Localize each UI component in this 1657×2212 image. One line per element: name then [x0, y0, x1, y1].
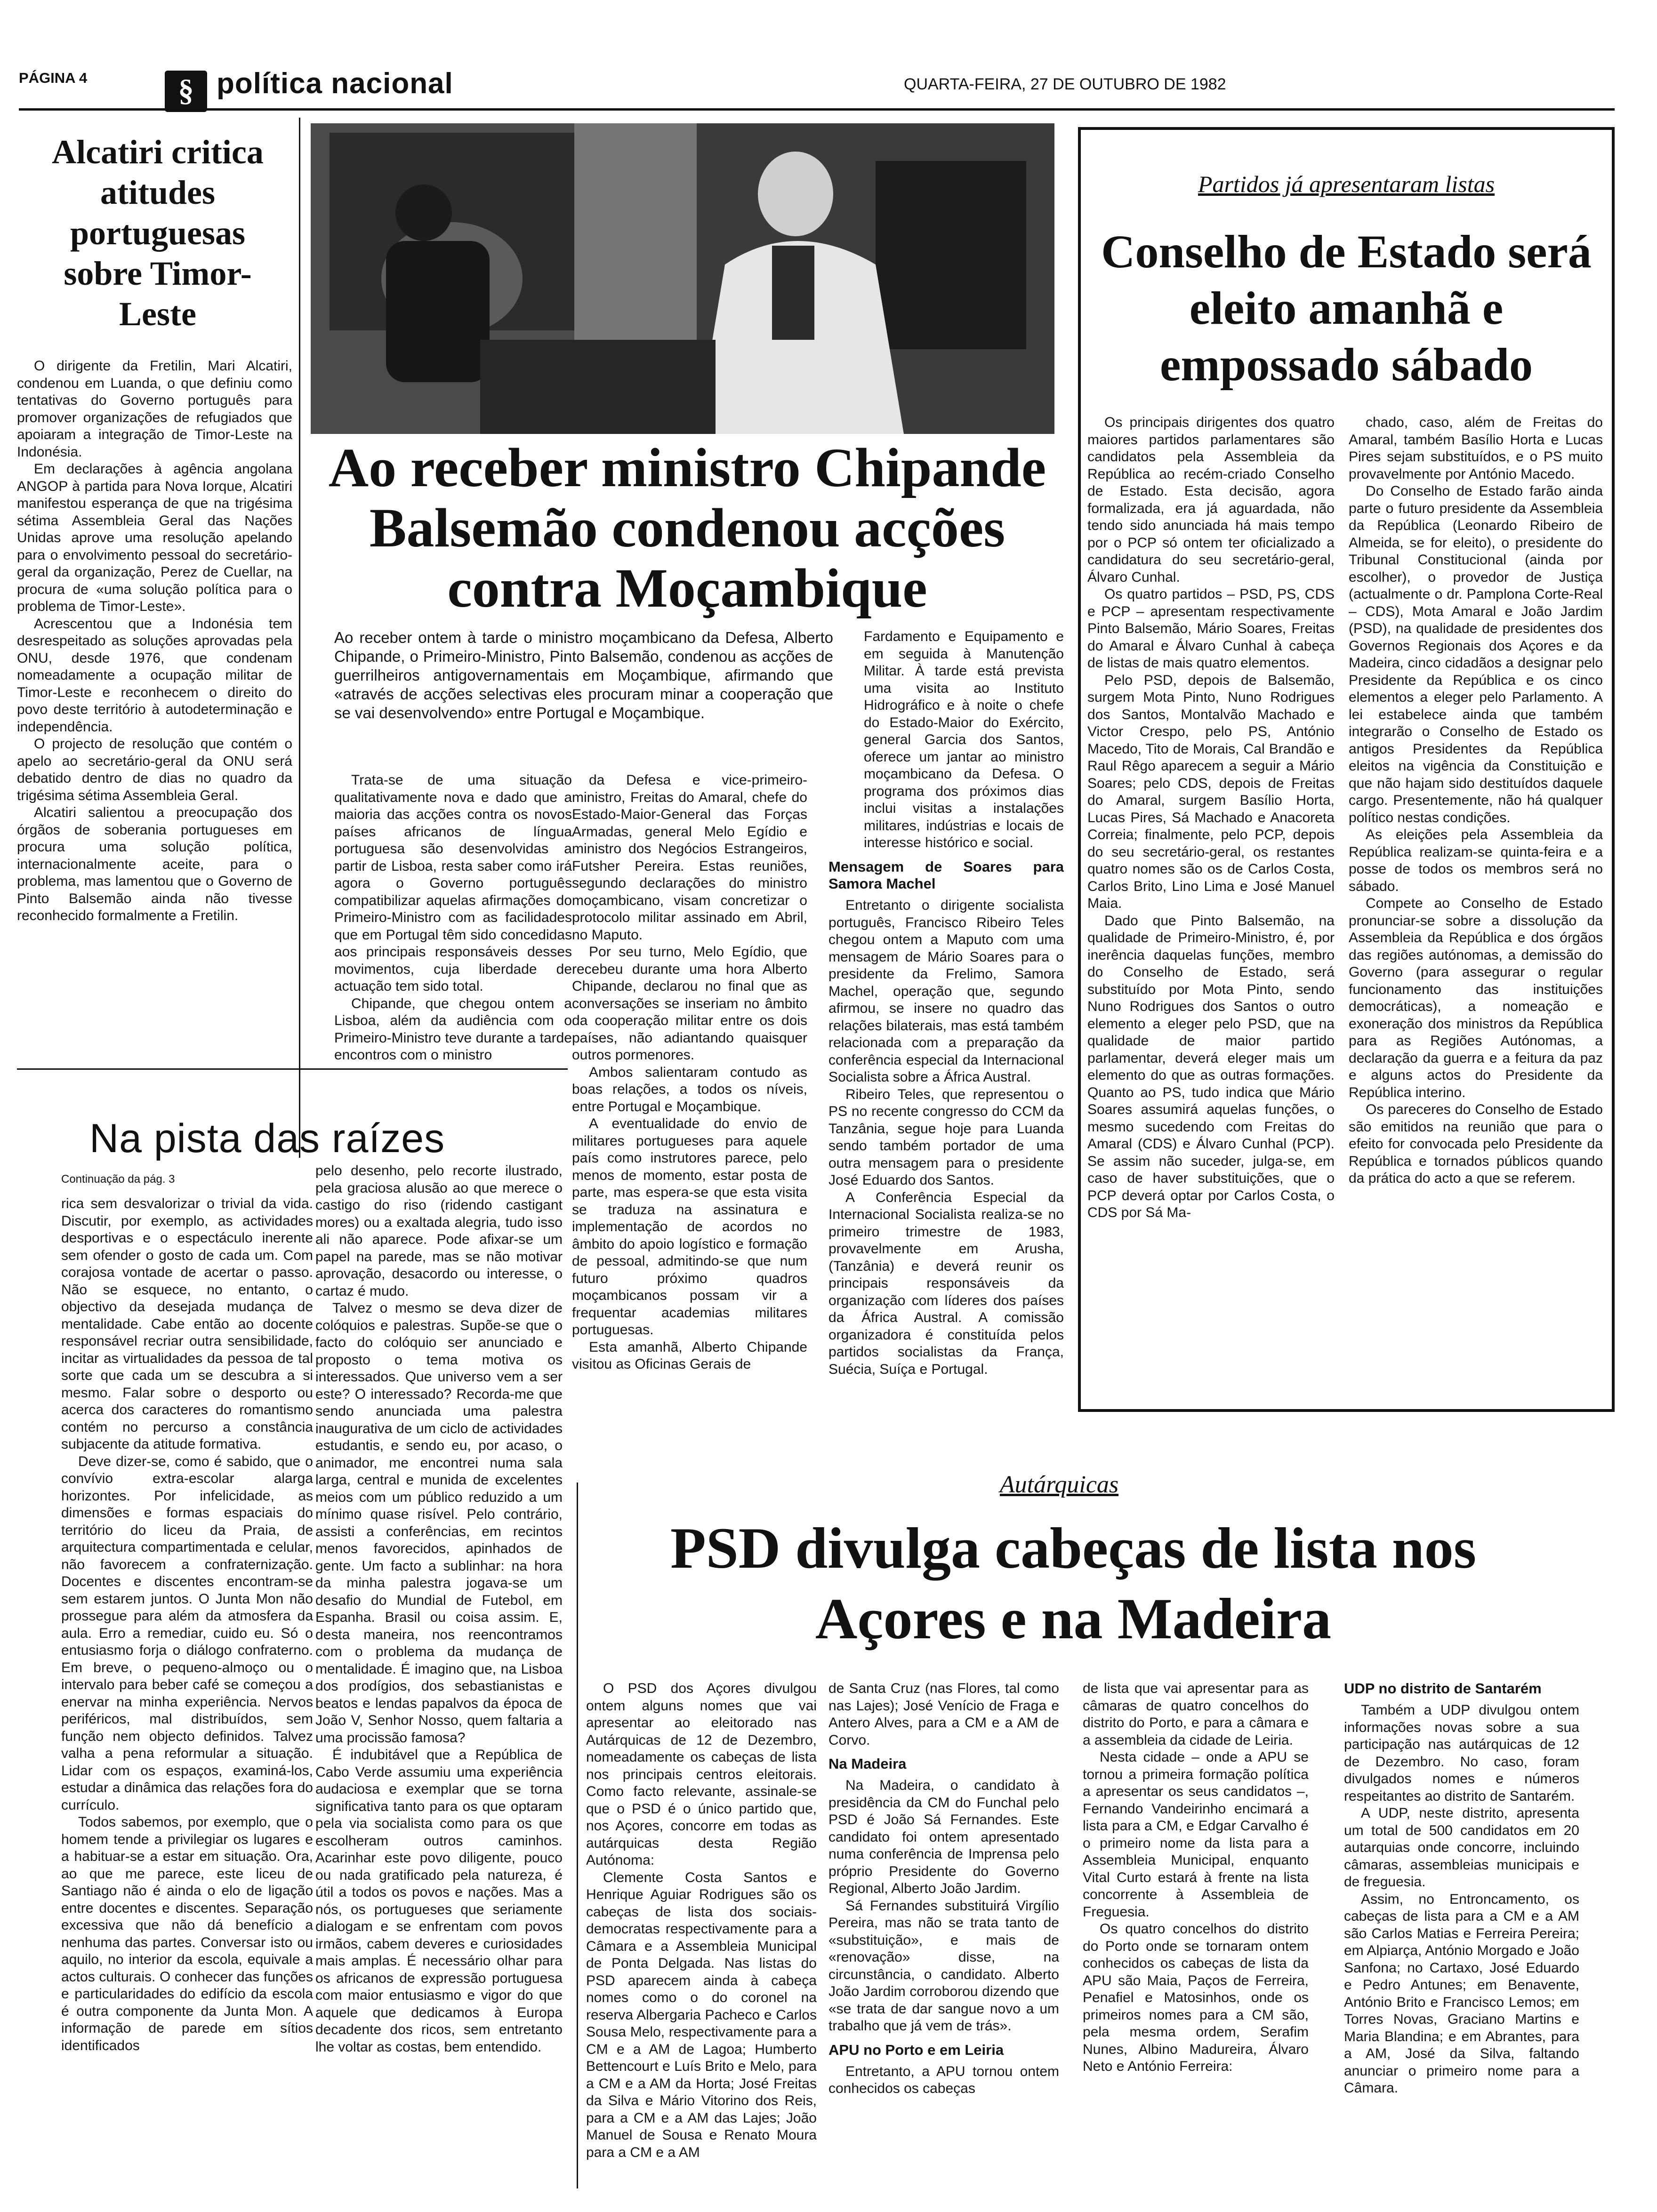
raizes-col2-p1: pelo desenho, pelo recorte ilustrado, pela graciosa alusão ao que merece o castigo do riso (ridendo castigant mores) ou a exaltada alegria, tudo isso ali não aparece. Pode afixar-se um papel na parede, mas se não motivar aprovação, desacordo ou interesse, o cartaz é mudo. — [315, 1163, 563, 1299]
chipande-col3-p3: A Conferência Especial da Internacional Socialista realiza-se no primeiro trimestre de 1983, provavelmente em Arusha, (Tanzânia) e deverá reunir os principais responsáveis da organização com líderes dos países da África Austral. A comissão organizadora é constituída pelos partidos socialistas da França, Suécia, Suíça e Portugal. — [828, 1189, 1064, 1377]
raizes-col1-p2: Deve dizer-se, como é sabido, que o convívio extra-escolar alarga horizontes. Por infelicidade, as dimensões e formas espaciais do território do liceu da Praia, de arquitectura compartimentada e celular, não favorecem a confraternização. Docentes e discentes encontram-se sem estarem juntos. O Junta Mon não prossegue para além da atmosfera da aula. Erro a remediar, cuido eu. Só o entusiasmo forja o diálogo confraterno. Em breve, o pequeno-almoço ou o intervalo para beber café se começou a enervar na minha experiência. Nervos periféricos, mal distribuídos, sem função nem objecto definidos. Talvez valha a pena reformular a situação. Lidar com os espaços, examiná-los, estudar a dinâmica das relações fora do currículo. — [61, 1453, 313, 1813]
psd-col2-p4: Entretanto, a APU tornou ontem conhecidos os cabeças — [828, 2063, 1059, 2096]
conselho-col1-p2: Os quatro partidos – PSD, PS, CDS e PCP – apresentam respectivamente Pinto Balsemão, Mário Soares, Freitas do Amaral e Álvaro Cunhal à cabeça de listas de mais quatro elementos. — [1087, 586, 1335, 671]
section-title: política nacional — [217, 67, 453, 100]
alcatiri-body — [17, 358, 292, 1238]
conselho-kicker: Partidos já apresentaram listas — [1198, 171, 1495, 197]
chipande-col2-p4: A eventualidade do envio de militares portugueses para aquele país como instrutores parece, pelo menos de momento, estar posta de parte, mas espera-se que esta visita se traduza na assinatura e implementação de acordos no âmbito do apoio logístico e formação de pessoal, admitindo-se que num futuro próximo quadros moçambicanos possam vir a frequentar academias militares portuguesas. — [572, 1116, 807, 1338]
psd-col3-p1: de lista que vai apresentar para as câmaras de quatro concelhos do distrito do Porto, e para a câmara e a assembleia da cidade de Leiria. — [1083, 1681, 1309, 1748]
chipande-col2-p3: Ambos salientaram contudo as boas relações, a todos os níveis, entre Portugal e Moçambique. — [572, 1064, 807, 1114]
divider-vertical-center — [577, 1483, 578, 2188]
psd-kicker: Autárquicas — [999, 1471, 1119, 1498]
alcatiri-p4: O projecto de resolução que contém o apelo ao secretário-geral da ONU será debatido dentro de dias no quadro da trigésima sétima Assembleia Geral. — [17, 736, 292, 803]
raizes-col1-p3: Todos sabemos, por exemplo, que o homem tende a privilegiar os lugares e a habituar-se a estar em situação. Ora, ao que me parece, este liceu de Santiago não é ainda o elo de ligação entre docentes e discentes. Separação excessiva que não dá benefício a nenhuma das partes. Conversar isto ou aquilo, no interior da escola, equivale a actos culturais. O conhecer das funções e particularidades do edifício da escola é outra componente da Junta Mon. A informação de parede em sítios identificados — [61, 1814, 313, 2053]
raizes-continuation: Continuação da pág. 3 — [61, 1173, 175, 1186]
apu-subhead: APU no Porto e em Leiria — [828, 2041, 1004, 2058]
chipande-col2-p5: Esta amanhã, Alberto Chipande visitou as Oficinas Gerais de — [572, 1339, 807, 1372]
chipande-col1 — [334, 772, 572, 1158]
raizes-col1 — [61, 1195, 313, 2188]
raizes-col2 — [315, 1162, 563, 2188]
chipande-lead: Ao receber ontem à tarde o ministro moçambicano da Defesa, Alberto Chipande, o Primeiro-Ministro, Pinto Balsemão, condenou as acções de guerrilheiros antigovernamentais em Moçambique, afirmando que «através de acções selectivas eles procuram minar a cooperação que se vai desenvolvendo» entre Portugal e Moçambique. — [334, 629, 833, 721]
psd-col2-p2: Na Madeira, o candidato à presidência da CM do Funchal pelo PSD é João Sá Fernandes. Este candidato foi ontem apresentado numa conferência de Imprensa pelo próprio Presidente do Governo Regional, Alberto João Jardim. — [828, 1778, 1059, 1896]
conselho-col1 — [1087, 414, 1335, 1398]
soares-subhead: Mensagem de Soares para Samora Machel — [828, 858, 1064, 892]
chipande-col3 — [828, 852, 1064, 1473]
raizes-headline: Na pista das raízes — [89, 1116, 445, 1161]
photo-scene — [311, 123, 1054, 434]
section-logo: § — [165, 71, 207, 112]
news-photo — [311, 123, 1054, 434]
conselho-col1-p4: Dado que Pinto Balsemão, na qualidade de Primeiro-Ministro, é, por inerência daquelas funções, membro do Conselho de Estado, será substituído por Mota Pinto, sendo Nuno Rodrigues dos Santos o outro elemento a eleger pelo PSD, que na qualidade de maior partido parlamentar, deverá eleger mais um elemento do que as outras formações. Quanto ao PS, tudo indica que Mário Soares assumirá aquelas funções, o mesmo sucedendo com Freitas do Amaral (CDS) e Álvaro Cunhal (PCP). Se assim não suceder, julga-se, em caso de haver substituições, que o PCP deverá optar por Carlos Costa, o CDS por Sá Ma- — [1087, 913, 1335, 1220]
psd-col1 — [586, 1680, 817, 2188]
chipande-col1-p1: Trata-se de uma situação qualitativamente nova e dado que a maioria das acções contra os novos países africanos de língua portuguesa são desenvolvidas a partir de Lisboa, resta saber como irá agora o Governo português compatibilizar aquelas afirmações do Primeiro-Ministro com as facilidades que em Portugal têm sido concedidas aos principais responsáveis desses movimentos, cuja liberdade de actuação tem sido total. — [334, 772, 572, 994]
conselho-col1-p3: Pelo PSD, depois de Balsemão, surgem Mota Pinto, Nuno Rodrigues dos Santos, Montalvão Machado e Victor Crespo, pelo PS, António Macedo, Tito de Morais, Cal Brandão e Raul Rêgo aparecem a seguir a Mário Soares; pelo CDS, depois de Freitas do Amaral, surgem Basílio Horta, Lucas Pires, Sá Machado e Anacoreta Correia; finalmente, pelo PCP, depois do seu secretário-geral, os restantes quatro nomes são os de Carlos Costa, Carlos Brito, Lino Lima e José Manuel Maia. — [1087, 672, 1335, 911]
conselho-col2-p4: Compete ao Conselho de Estado pronunciar-se sobre a dissolução da Assembleia da República e dos órgãos das regiões autónomas, a demissão do Governo (para assegurar o regular funcionamento das instituições democráticas), a nomeação e exoneração dos ministros da República para as Regiões Autónomas, a declaração da guerra e a feitura da paz e alguns actos do Presidente da República interino. — [1349, 896, 1603, 1100]
psd-col3-p2: Nesta cidade – onde a APU se tornou a primeira formação política a apresentar os seus candidatos –, Fernando Vandeirinho encimará a lista para a CM, e Edgar Carvalho é o primeiro nome da lista para a Assembleia Municipal, enquanto Vital Curto estará à frente na lista concorrente à Assembleia de Freguesia. — [1083, 1749, 1309, 1920]
chipande-col2-p2: Por seu turno, Melo Egídio, que recebeu durante uma hora Alberto Chipande, declarou no final que as conversações se inseriam no âmbito da cooperação militar entre os dois países, não adiantando quaisquer outros pormenores. — [572, 944, 807, 1063]
psd-col3-p3: Os quatro concelhos do distrito do Porto onde se tornaram ontem conhecidos os cabeças de lista da APU são Maia, Paços de Ferreira, Penafiel e Matosinhos, onde os primeiros nomes para a CM são, pela mesma ordem, Serafim Nunes, Albino Madureira, Álvaro Neto e António Ferreira: — [1083, 1921, 1309, 2074]
alcatiri-p5: Alcatiri salientou a preocupação dos órgãos de soberania portugueses em procura uma solução política, internacionalmente aceite, para o problema, mas lamentou que o Governo de Pinto Balsemão ainda não tivesse reconhecido formalmente a Fretilin. — [17, 805, 292, 923]
psd-col4 — [1344, 1680, 1579, 2188]
raizes-col1-p1: rica sem desvalorizar o trivial da vida. Discutir, por exemplo, as actividades desportivas e o espectáculo inerente sem ofender o gosto de cada um. Com corajosa vontade de acertar o passo. Não se esquece, no entanto, o objectivo da desejada mudança de mentalidade. Cabe então ao docente responsável recriar outra sensibilidade, incitar as virtualidades da pessoa de tal sorte que cada um se descubra a si mesmo. Falar sobre o desporto ou acerca dos caracteres do romantismo contém no percurso a constância subjacente da atitude formativa. — [61, 1196, 313, 1452]
psd-col3 — [1083, 1680, 1309, 2188]
raizes-col2-p2: Talvez o mesmo se deva dizer de colóquios e palestras. Supõe-se que o facto do colóquio ser anunciado e proposto o tema motiva os interessados. Que universo vem a ser este? O interessado? Recorda-me que sendo anunciada uma palestra inaugurativa de um ciclo de actividades estudantis, e sendo eu, por acaso, o animador, me encontrei numa sala larga, central e munida de excelentes meios com um público reduzido a um mínimo quase risível. Pelo contrário, assisti a conferências, em recintos menos favorecidos, apinhados de gente. Um facto a sublinhar: na hora da minha palestra jogava-se um desafio do Mundial de Futebol, em Espanha. Brasil ou coisa assim. E, desta maneira, nos reencontramos com o problema da mudança de mentalidade. É imagino que, na Lisboa dos prodígios, dos sebastianistas e beatos e lendas papalvos da época de João V, Senhor Nosso, quem faltaria a uma procissão famosa? — [315, 1300, 563, 1746]
madeira-subhead: Na Madeira — [828, 1755, 907, 1772]
conselho-col1-p1: Os principais dirigentes dos quatro maiores partidos parlamentares são candidatos pela Assembleia da República ao recém-criado Conselho de Estado. Esta decisão, agora formalizada, era já aguardada, não tendo sido anunciada há mais tempo por o PCP só ontem ter oficializado a candidatura do seu secretário-geral, Álvaro Cunhal. — [1087, 415, 1335, 585]
chipande-col1-p2: Chipande, que chegou ontem a Lisboa, além da audiência com o Primeiro-Ministro teve durante a tarde encontros com o ministro — [334, 995, 572, 1063]
chipande-col2-p1: da Defesa e vice-primeiro-ministro, Freitas do Amaral, chefe do Estado-Maior-General das Forças Armadas, general Melo Egídio e ministro dos Negócios Estrangeiros, Futsher Pereira. Estas reuniões, segundo declarações do ministro moçambicano, visam concretizar o protocolo militar assinado em Abril, no Maputo. — [572, 772, 807, 943]
conselho-headline: Conselho de Estado será eleito amanhã e empossado sábado — [1101, 225, 1592, 391]
divider-raizes-top — [17, 1068, 568, 1070]
page-date: QUARTA-FEIRA, 27 DE OUTUBRO DE 1982 — [904, 75, 1226, 93]
conselho-col2-p3: As eleições pela Assembleia da República realizam-se quinta-feira e a posse de todos os membros será no sábado. — [1349, 827, 1603, 894]
udp-subhead: UDP no distrito de Santarém — [1344, 1680, 1542, 1697]
alcatiri-headline: Alcatiri critica atitudes portuguesas sobre Timor-Leste — [52, 133, 264, 333]
conselho-col2-p1: chado, caso, além de Freitas do Amaral, também Basílio Horta e Lucas Pires sejam substituídos, e o PS muito provavelmente por António Macedo. — [1349, 415, 1603, 482]
conselho-col2 — [1349, 414, 1603, 1398]
raizes-col2-p3: É indubitável que a República de Cabo Verde assumiu uma experiência audaciosa e exemplar que se torna significativa tanto para os que optaram pela via socialista como para os que escolheram outros caminhos. Acarinhar este povo diligente, pouco ou nada gratificado pela natureza, é útil a todos os povos e nações. Mas a nós, os portugueses que seriamente dialogam e se enfrentam com povos irmãos, cabem deveres e curiosidades mais amplas. É necessário olhar para os africanos de expressão portuguesa com maior entusiasmo e vigor do que aquele que dedicamos à Europa decadente dos ricos, sem entretanto lhe voltar as costas, bem entendido. — [315, 1747, 563, 2055]
psd-col1-p2: Clemente Costa Santos e Henrique Aguiar Rodrigues são os cabeças de lista dos sociais-democratas respectivamente para a Câmara e a Assembleia Municipal de Ponta Delgada. Nas listas do PSD aparecem ainda à cabeça nomes como o do coronel na reserva Albergaria Pacheco e Carlos Sousa Melo, respectivamente para a CM e a AM de Lagoa; Humberto Bettencourt e Luís Brito e Melo, para a CM e a AM da Horta; José Freitas da Silva e Mário Vitorino dos Reis, para a CM e a AM das Lajes; João Manuel de Sousa e Renato Moura para a CM e a AM — [586, 1869, 817, 2160]
chipande-headline: Ao receber ministro Chipande Balsemão condenou acções contra Moçambique — [328, 437, 1046, 619]
psd-col4-p3: Assim, no Entroncamento, os cabeças de lista para a CM e a AM são Carlos Matias e Ferreira Pereira; em Alpiarça, António Morgado e João Sanfona; no Cartaxo, José Eduardo e Pedro Antunes; em Benavente, António Brito e Francisco Lemos; em Torres Novas, Graciano Martins e Maria Blandina; e em Abrantes, para a AM, José da Silva, faltando anunciar o primeiro nome para a Câmara. — [1344, 1891, 1579, 2096]
psd-headline: PSD divulga cabeças de lista nos Açores e na Madeira — [670, 1516, 1477, 1651]
chipande-lead-right: Fardamento e Equipamento e em seguida à Manutenção Militar. À tarde está prevista uma visita ao Instituto Hidrográfico e à noite o chefe do Estado-Maior do Exército, general Garcia dos Santos, oferece um jantar ao ministro moçambicano da Defesa. O programa dos próximos dias inclui visitas a instalações militares, indústrias e locais de interesse histórico e social. — [864, 629, 1064, 850]
psd-col2-p1: de Santa Cruz (nas Flores, tal como nas Lajes); José Venício de Fraga e Antero Alves, para a CM e a AM de Corvo. — [828, 1681, 1059, 1748]
divider-vertical-left — [299, 118, 300, 1158]
alcatiri-p1: O dirigente da Fretilin, Mari Alcatiri, condenou em Luanda, o que definiu como tentativas do Governo português para promover organizações de refugiados que apoiaram a integração de Timor-Leste na Indonésia. — [17, 358, 292, 460]
conselho-col2-p5: Os pareceres do Conselho de Estado são emitidos na reunião que para o efeito for convocada pelo Presidente da República e tornados públicos quando da prática do acto a que se referem. — [1349, 1102, 1603, 1186]
psd-col2 — [828, 1680, 1059, 2188]
chipande-col2 — [572, 772, 807, 1473]
chipande-col3-p1: Entretanto o dirigente socialista português, Francisco Ribeiro Teles chegou ontem a Maputo com uma mensagem de Mário Soares para o presidente da Frelimo, Samora Machel, operação que, segundo afirmou, se insere no quadro das relações bilaterais, mas está também relacionada com a preparação da conferência especial da Internacional Socialista sobre a África Austral. — [828, 898, 1064, 1085]
psd-col4-p2: A UDP, neste distrito, apresenta um total de 500 candidatos em 20 autarquias onde concorre, incluindo câmaras, assembleias municipais e de freguesia. — [1344, 1805, 1579, 1890]
alcatiri-p2: Em declarações à agência angolana ANGOP à partida para Nova Iorque, Alcatiri manifestou esperança de que na trigésima sétima Assembleia Geral das Nações Unidas aprove uma resolução apelando para o envolvimento pessoal do secretário-geral da organização, Perez de Cuellar, na procura de «uma solução política para o problema de Timor-Leste». — [17, 461, 292, 614]
chipande-col3-p2: Ribeiro Teles, que representou o PS no recente congresso do CCM da Tanzânia, segue hoje para Luanda sendo também portador de uma outra mensagem para o presidente José Eduardo dos Santos. — [828, 1086, 1064, 1188]
conselho-col2-p2: Do Conselho de Estado farão ainda parte o futuro presidente da Assembleia da República (Leonardo Ribeiro de Almeida, se for eleito), o presidente do Tribunal Constitucional (ainda por escolher), o provedor de Justiça (actualmente o dr. Pamplona Corte-Real – CDS), Mota Amaral e João Jardim (PSD), na qualidade de presidentes dos Governos Regionais dos Açores e da Madeira, cinco cidadãos a designar pelo Presidente da República e os cinco elementos a eleger pelo Parlamento. A lei estabelece ainda que também integrarão o Conselho de Estado os antigos Presidentes da República eleitos na vigência da Constituição e que não hajam sido destituídos daquele cargo. Presentemente, não há qualquer político nestas condições. — [1349, 483, 1603, 825]
psd-col1-p1: O PSD dos Açores divulgou ontem alguns nomes que vai apresentar ao eleitorado nas Autárquicas de 12 de Dezembro, nomeadamente os cabeças de lista nos principais centros eleitorais. Como facto relevante, assinale-se que o PSD é o único partido que, nos Açores, concorre em todas as autárquicas desta Região Autónoma: — [586, 1681, 817, 1868]
page-number: PÁGINA 4 — [19, 70, 88, 86]
masthead-rule — [19, 108, 1615, 111]
alcatiri-p3: Acrescentou que a Indonésia tem desrespeitado as soluções aprovadas pela ONU, desde 1976, que condenam nomeadamente a ocupação militar de Timor-Leste e reconhecem o direito do povo deste território à autodeterminação e independência. — [17, 616, 292, 735]
psd-col4-p1: Também a UDP divulgou ontem informações novas sobre a sua participação nas autárquicas de 12 de Dezembro. No caso, foram divulgados nomes e números respeitantes ao distrito de Santarém. — [1344, 1702, 1579, 1804]
psd-col2-p3: Sá Fernandes substituirá Virgílio Pereira, mas não se trata tanto de «substituição», e mais de «renovação» disse, na circunstância, o candidato. Alberto João Jardim corroborou dizendo que «se trata de dar sangue novo a um trabalho que já vem de trás». — [828, 1898, 1059, 2034]
